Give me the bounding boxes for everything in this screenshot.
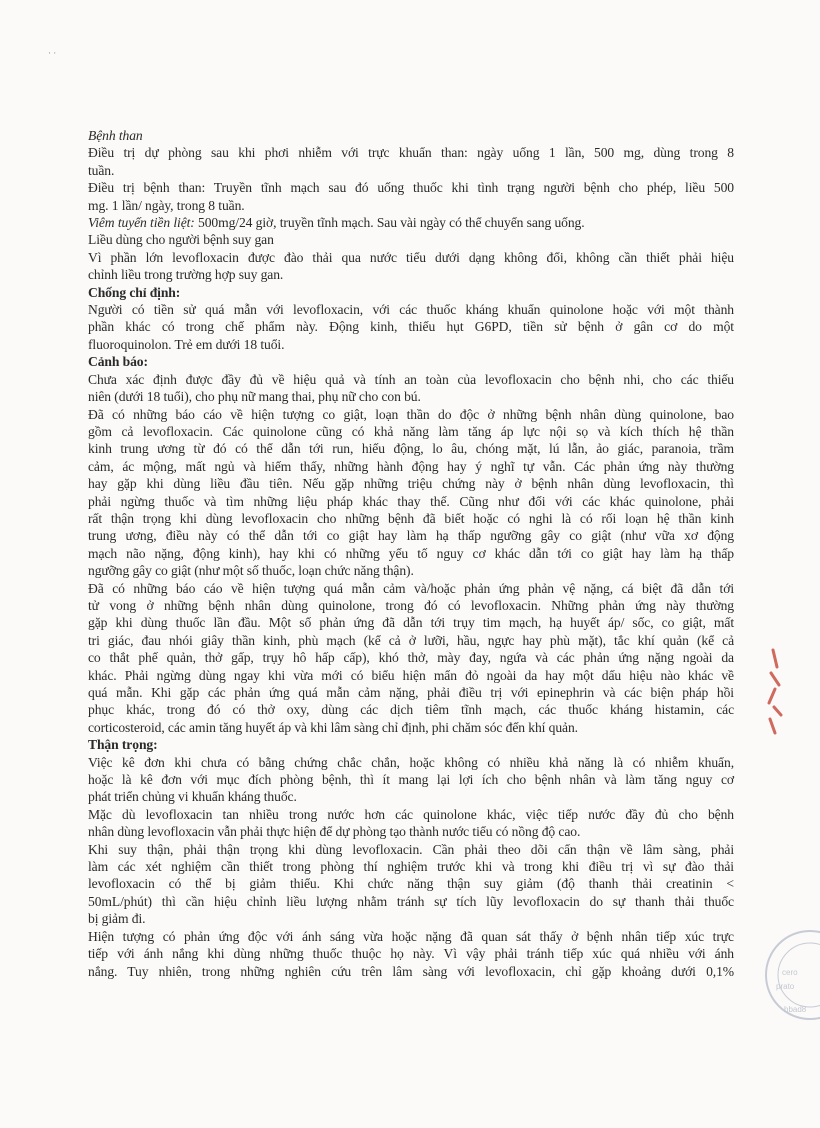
text-line: hoặc là kê đơn với mục đích phòng bệnh, thì ít mang lại lợi ích cho bệnh nhân và làm tăng nguy cơ — [88, 772, 734, 788]
text-line: chỉnh liều trong trường hợp suy gan. — [88, 267, 284, 283]
text-line: Việc kê đơn khi chưa có bằng chứng chắc chắn, hoặc không có nhiều khả năng là có nhiễm khuẩn, — [88, 754, 734, 770]
text-line: tri giác, đau nhói giây thần kinh, phù mạch (kể cả ở lưỡi, hầu, ngực hay phù mặt), tắc khí quản (kể cả — [88, 632, 734, 648]
section-heading-contraindications: Chống chỉ định: — [88, 284, 181, 300]
text-line: cảm, ác mộng, mất ngủ và hiếm thấy, những hành động hay ý nghĩ tự vẫn. Các phản ứng này thường — [88, 458, 734, 474]
text-line: niên (dưới 18 tuổi), cho phụ nữ mang thai, phụ nữ cho con bú. — [88, 389, 421, 405]
text-line-prostatitis: Viêm tuyến tiền liệt: 500mg/24 giờ, truyền tĩnh mạch. Sau vài ngày có thể chuyển sang uống. — [88, 215, 585, 231]
text-line: Chưa xác định được đầy đủ về hiệu quả và tính an toàn của levofloxacin cho bệnh nhi, cho các thiếu — [88, 371, 734, 387]
text-line: 50mL/phút) thì cần hiệu chỉnh liều lượng nhằm tránh sự tích lũy levofloxacin do sự thanh thải thuốc — [88, 893, 734, 909]
text-line: kinh trung ương từ đó có thể dẫn tới run, hiếu động, lo âu, chóng mặt, lú lẫn, ảo giác, paranoia, trầm — [88, 441, 734, 457]
stamp-text-1: cero — [782, 968, 798, 977]
text-line: phục khác, trong đó có thở oxy, dùng các dịch tiêm tĩnh mạch, các thuốc kháng histamin, các — [88, 702, 734, 718]
text-line: corticosteroid, các amin tăng huyết áp và khi lâm sàng chỉ định, phi chăm sóc đến khí quản. — [88, 719, 578, 735]
scan-speck: · · — [48, 48, 57, 58]
text-line: khác. Phải ngừng dùng ngay khi vừa mới có biểu hiện mẩn đỏ ngoài da hay một dấu hiệu nào khác về — [88, 667, 734, 683]
text-line: gồm cả levofloxacin. Các quinolone cũng có khả năng làm tăng áp lực nội sọ và kích thích hệ thần — [88, 423, 734, 439]
text-line: levofloxacin có thể bị giảm thiểu. Khi chức năng thận suy giảm (độ thanh thải creatinin < — [88, 876, 734, 892]
company-stamp — [760, 930, 820, 1050]
text-line: phần khác có trong chế phẩm này. Động kinh, thiếu hụt G6PD, tiền sử bệnh ở gân cơ do một — [88, 319, 734, 335]
section-heading-precautions: Thận trọng: — [88, 737, 158, 753]
text-line: Khi suy thận, phải thận trọng khi dùng levofloxacin. Cần phải theo dõi cẩn thận về lâm sàng, phải — [88, 841, 734, 857]
text-line: nắng. Tuy nhiên, trong những nghiên cứu trên lâm sàng với levofloxacin, chỉ gặp khoảng dưới 0,1% — [88, 963, 734, 979]
text-line: bị giảm đi. — [88, 911, 146, 927]
subheading-hepatic: Liều dùng cho người bệnh suy gan — [88, 232, 274, 248]
text-line: nhân dùng levofloxacin vẫn phải thực hiện để dự phòng tạo thành nước tiểu có nồng độ cao. — [88, 824, 581, 840]
prostatitis-label: Viêm tuyến tiền liệt: — [88, 215, 195, 231]
text-line: mạch não nặng, động kinh), hay khi có những yếu tố nguy cơ khác dẫn tới co giật hay làm hạ thấp — [88, 545, 734, 561]
text-line: phát triển chủng vi khuẩn kháng thuốc. — [88, 789, 297, 805]
text-line: fluoroquinolon. Trẻ em dưới 18 tuổi. — [88, 336, 285, 352]
text-line: ngưỡng gây co giật (như một số thuốc, loạn chức năng thận). — [88, 563, 414, 579]
text-line: Điều trị bệnh than: Truyền tĩnh mạch sau đó uống thuốc khi tình trạng người bệnh cho phép, liều 500 — [88, 180, 734, 196]
text-line: phải ngừng thuốc và tìm những liệu pháp khác thay thế. Cũng như đối với các khác quinolone, phải — [88, 493, 734, 509]
stamp-text-3: hbad8 — [784, 1005, 807, 1014]
text-line: tuần. — [88, 162, 115, 178]
text-line: gặp khi dùng thuốc lần đầu. Một số phản ứng đã dẫn tới trụy tim mạch, hạ huyết áp/ sốc, co giật, mất — [88, 615, 734, 631]
text-line: co thắt phế quản, thở gấp, trụy hô hấp cấp), khó thở, mày đay, ngứa và các phản ứng nặng ngoài da — [88, 650, 734, 666]
text-line: tử vong ở những bệnh nhân dùng quinolone, trong đó có levofloxacin. Những phản ứng này thường — [88, 597, 734, 613]
text-line: Vì phần lớn levofloxacin được đào thải qua nước tiểu dưới dạng không đổi, không cần thiết phải hiệu — [88, 249, 734, 265]
document-body — [88, 127, 734, 980]
text-line: rất thận trọng khi dùng levofloxacin cho những bệnh đã biết hoặc có nghi là có rối loạn hệ thần kinh — [88, 510, 734, 526]
text-line: Điều trị dự phòng sau khi phơi nhiễm với trực khuẩn than: ngày uống 1 lần, 500 mg, dùng trong 8 — [88, 145, 734, 161]
text-line: Người có tiền sử quá mẫn với levofloxacin, với các thuốc kháng khuẩn quinolone hoặc với một thành — [88, 302, 734, 318]
text-line: Đã có những báo cáo về hiện tượng co giật, loạn thần do độc ở những bệnh nhân dùng quinolone, bao — [88, 406, 734, 422]
text-line: quá mẫn. Khi gặp các phản ứng quá mẫn cảm nặng, phải điều trị với epinephrin và các biện pháp hồi — [88, 685, 734, 700]
section-heading-warnings: Cảnh báo: — [88, 354, 148, 370]
stamp-text-2: prato — [776, 982, 795, 991]
text-line: Mặc dù levofloxacin tan nhiều trong nước hơn các quinolone khác, việc tiếp nước đầy đủ cho bệnh — [88, 806, 734, 822]
text-line: trung ương, điều này có thể dẫn tới co giật hay làm hạ thấp ngưỡng gây co giật (như vữa xơ động — [88, 528, 734, 544]
text-line: hay gặp khi dùng liều đầu tiên. Nếu gặp những triệu chứng này ở bệnh nhân dùng levofloxacin, thì — [88, 476, 734, 492]
text-line: Đã có những báo cáo về hiện tượng quá mẫn cảm và/hoặc phản ứng phản vệ nặng, cá biệt đã dẫn tới — [88, 580, 734, 596]
red-ink-mark — [765, 645, 793, 740]
text-line: Hiện tượng có phản ứng độc với ánh sáng vừa hoặc nặng đã quan sát thấy ở bệnh nhân tiếp xúc trực — [88, 928, 734, 944]
text-line: mg. 1 lần/ ngày, trong 8 tuần. — [88, 197, 245, 213]
section-heading-anthrax: Bệnh than — [88, 128, 143, 143]
text-line: tiếp với ánh nắng khi dùng những thuốc thuộc họ này. Vì vậy phải tránh tiếp xúc quá nhiều với ánh — [88, 946, 734, 962]
text-line: làm các xét nghiệm cần thiết trong phòng thí nghiệm trước khi và trong khi điều trị vì sự đào thải — [88, 859, 734, 875]
